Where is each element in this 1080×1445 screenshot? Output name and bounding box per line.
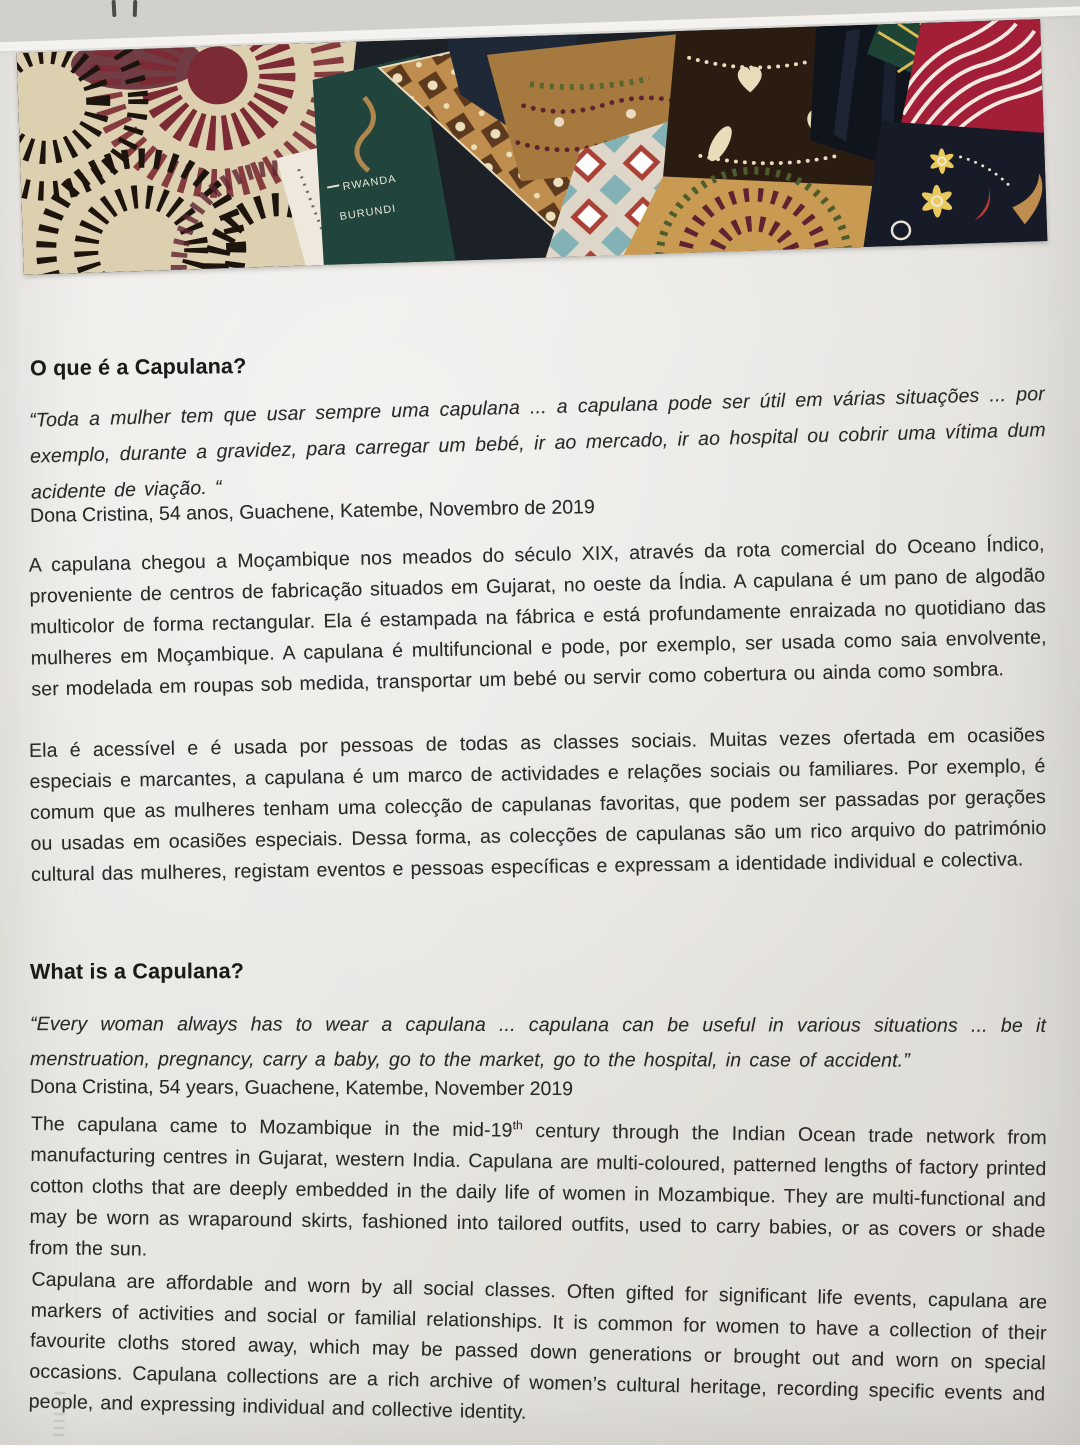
pin-icon xyxy=(133,0,138,17)
en-paragraph-1 xyxy=(29,1108,1047,1277)
ordinal-superscript: th xyxy=(512,1117,523,1132)
fabric-map-label-rwanda: RWANDA xyxy=(341,173,398,193)
en-section-heading: What is a Capulana? xyxy=(29,958,245,984)
pt-paragraph-1: A capulana chegou a Moçambique nos meados do século XIX, através da rota comercial do Oceano Índico, proveniente de centros de fabricação situados em Gujarat, no oeste da Índia. A capulana é um pano de algodão multicolor de forma rectangular. Ela é estampada na fábrica e está profundamente enraizada no quotidiano das mulheres em Moçambique. A capulana é multifuncional e pode, por exemplo, ser usada como saia envolvente, ser modelada em roupas sob medida, transportar um bebé ou servir como cobertura ou ainda como sombra. xyxy=(28,532,1047,701)
pt-quote: “Toda a mulher tem que usar sempre uma capulana ... a capulana pode ser útil em várias situações ... por exemplo, durante a gravidez, para carregar um bebé, ir ao mercado, ir ao hospital ou cobrir uma vítima dum acidente de viação. “ xyxy=(28,382,1047,504)
print-smudge xyxy=(53,1392,66,1438)
pin-icon xyxy=(112,0,117,17)
pt-section-heading: O que é a Capulana? xyxy=(29,353,247,381)
en-paragraph-1-text: century through the Indian Ocean trade network from manufacturing centres in Gujarat, western India. Capulana are multi-coloured, patterned lengths of factory printed cotton cloths that are deeply embedded in the daily life of women in Mozambique. They are multi-functional and may be worn as wraparound skirts, fashioned into tailored outfits, used to carry babies, or as covers or shade from the sun. xyxy=(29,1119,1047,1261)
en-quote: “Every woman always has to wear a capulana ... capulana can be useful in various situations ... be it menstruation, pregnancy, carry a baby, go to the market, go to the hospital, in case of accident.” xyxy=(29,1012,1047,1072)
fabric-patch-navy-floral xyxy=(859,116,1047,248)
en-quote-attribution: Dona Cristina, 54 years, Guachene, Katembe, November 2019 xyxy=(29,1075,574,1100)
pt-quote-attribution: Dona Cristina, 54 anos, Guachene, Katembe, Novembro de 2019 xyxy=(29,495,595,527)
en-paragraph-1-text: The capulana came to Mozambique in the mid-19 xyxy=(30,1112,513,1142)
fabric-map-label-burundi: BURUNDI xyxy=(338,202,398,223)
pt-paragraph-2: Ela é acessível e é usada por pessoas de todas as classes sociais. Muitas vezes ofertada em ocasiões especiais e marcantes, a capulana é um marco de actividades e relações sociais ou familiares. Por exemplo, é comum que as mulheres tenham uma colecção de capulanas favoritas, que podem ser passadas por gerações ou usadas em ocasiões especiais. Dessa forma, as colecções de capulanas são um rico arquivo do património cultural das mulheres, registam eventos e pessoas específicas e expressam a identidade individual e colectiva. xyxy=(28,723,1047,886)
fabric-collage xyxy=(17,19,1048,275)
en-paragraph-2: Capulana are affordable and worn by all social classes. Often gifted for significant life events, capulana are markers of activities and social or familial relationships. It is common for women to have a collection of their favourite cloths stored away, which may be passed down generations or brought out and worn on special occasions. Capulana collections are a rich archive of women’s cultural heritage, recording specific events and people, and expressing individual and collective identity. xyxy=(28,1267,1048,1424)
capulana-fabric-banner-photo xyxy=(17,19,1048,275)
